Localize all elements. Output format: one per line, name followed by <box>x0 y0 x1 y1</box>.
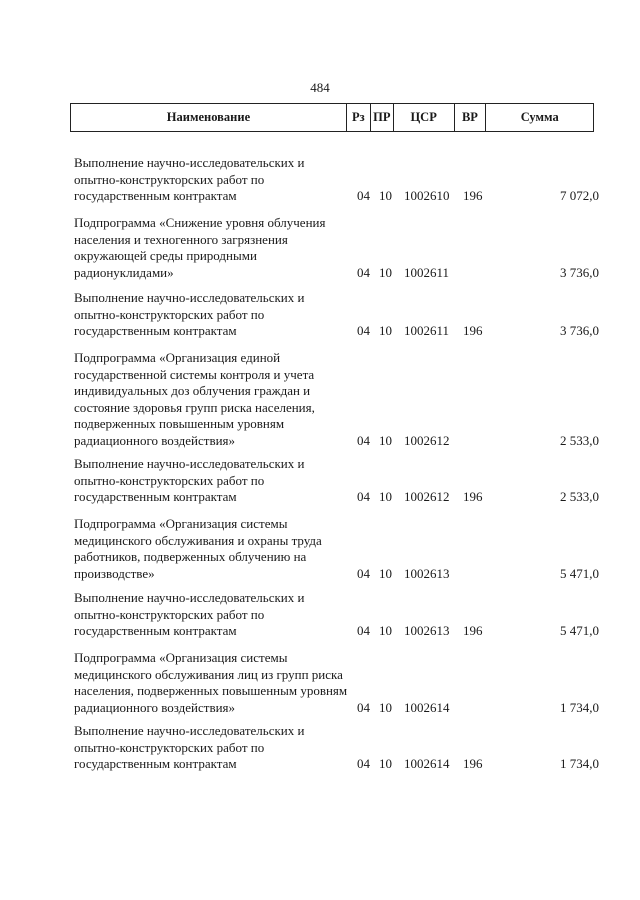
row-rz: 04 <box>357 623 370 638</box>
row-sum: 1 734,0 <box>560 699 599 715</box>
row-pr: 10 <box>379 699 392 715</box>
row-sum: 2 533,0 <box>560 432 599 448</box>
row-name: Выполнение научно-исследовательских и опытно-конструкторских работ по государственным контрактам <box>74 723 305 771</box>
row-rz: 04 <box>357 264 370 280</box>
row-name: Подпрограмма «Организация системы медицинского обслуживания и охраны труда работников, подверженных облучению на производстве» <box>74 516 322 581</box>
row-vr: 196 <box>463 188 483 203</box>
row-rz: 04 <box>357 699 370 715</box>
row-csr: 1002611 <box>404 323 450 338</box>
row-vr: 196 <box>463 489 483 504</box>
row-vr: 196 <box>463 756 483 771</box>
header-vr: ВР <box>455 104 487 131</box>
page-number: 484 <box>310 80 330 95</box>
row-rz: 04 <box>357 188 370 203</box>
row-sum: 3 736,0 <box>560 264 599 280</box>
row-name: Подпрограмма «Организация системы медицинского обслуживания лиц из групп риска населения, подверженных повышенным уровням радиационного воздействия» <box>74 650 348 715</box>
row-pr: 10 <box>379 323 392 338</box>
row-name: Подпрограмма «Снижение уровня облучения населения и техногенного загрязнения окружающей среды природными радионуклидами» <box>74 215 326 280</box>
row-vr: 196 <box>463 623 483 638</box>
row-rz: 04 <box>357 432 370 448</box>
row-pr: 10 <box>379 756 392 771</box>
table-row <box>74 290 599 340</box>
row-sum: 2 533,0 <box>560 489 599 504</box>
table-row <box>74 350 599 449</box>
row-csr: 1002612 <box>404 489 450 504</box>
row-sum: 5 471,0 <box>560 565 599 581</box>
row-vr: 196 <box>463 323 483 338</box>
row-name: Выполнение научно-исследовательских и опытно-конструкторских работ по государственным контрактам <box>74 290 305 338</box>
row-rz: 04 <box>357 756 370 771</box>
row-csr: 1002613 <box>404 565 450 581</box>
row-name: Выполнение научно-исследовательских и опытно-конструкторских работ по государственным контрактам <box>74 590 305 638</box>
row-rz: 04 <box>357 323 370 338</box>
row-pr: 10 <box>379 489 392 504</box>
row-pr: 10 <box>379 264 392 280</box>
table-row <box>74 155 599 205</box>
row-pr: 10 <box>379 623 392 638</box>
row-csr: 1002611 <box>404 264 450 280</box>
header-rz: Рз <box>347 104 371 131</box>
row-pr: 10 <box>379 188 392 203</box>
row-csr: 1002614 <box>404 756 450 771</box>
row-csr: 1002613 <box>404 623 450 638</box>
row-sum: 1 734,0 <box>560 756 599 771</box>
row-rz: 04 <box>357 489 370 504</box>
row-csr: 1002614 <box>404 699 450 715</box>
table-row <box>74 215 599 281</box>
row-pr: 10 <box>379 432 392 448</box>
table-row <box>74 650 599 716</box>
row-name: Выполнение научно-исследовательских и опытно-конструкторских работ по государственным контрактам <box>74 155 305 203</box>
table-row <box>74 590 599 640</box>
row-sum: 5 471,0 <box>560 623 599 638</box>
row-sum: 7 072,0 <box>560 188 599 203</box>
header-name: Наименование <box>71 104 347 131</box>
row-name: Выполнение научно-исследовательских и опытно-конструкторских работ по государственным контрактам <box>74 456 305 504</box>
table-header <box>70 103 594 132</box>
row-name: Подпрограмма «Организация единой государственной системы контроля и учета индивидуальных доз облучения граждан и состояние здоровья групп риска населения, подверженных повышенным уровням радиационного воздействия» <box>74 350 315 448</box>
row-pr: 10 <box>379 565 392 581</box>
table-row <box>74 516 599 582</box>
header-sum: Сумма <box>520 110 559 124</box>
row-sum: 3 736,0 <box>560 323 599 338</box>
row-csr: 1002612 <box>404 432 450 448</box>
row-rz: 04 <box>357 565 370 581</box>
table-row <box>74 723 599 773</box>
header-csr: ЦСР <box>394 104 455 131</box>
table-row <box>74 456 599 506</box>
row-csr: 1002610 <box>404 188 450 203</box>
header-pr: ПР <box>371 104 394 131</box>
